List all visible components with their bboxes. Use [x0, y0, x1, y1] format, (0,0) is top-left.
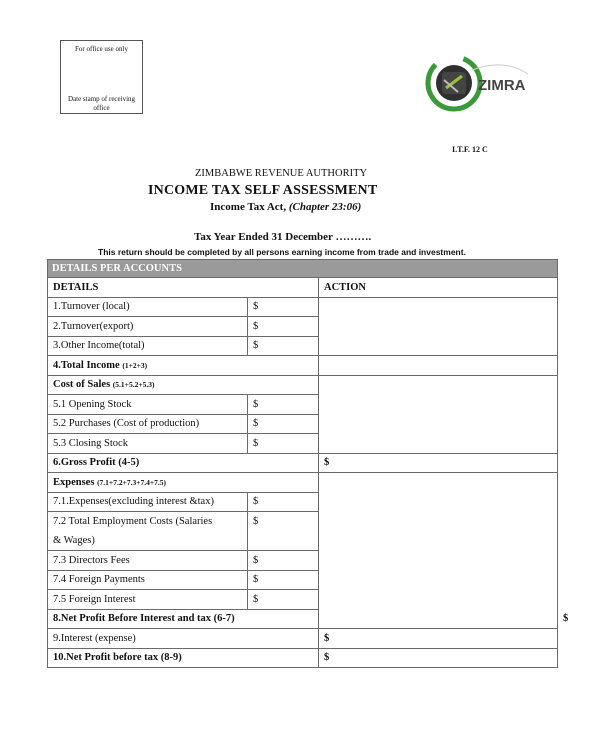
table-banner-row [48, 260, 558, 278]
office-stamp-box [60, 40, 143, 114]
zimra-logo-text: ZIMRA [478, 77, 526, 94]
currency-sign: $ [253, 554, 259, 566]
currency-sign: $ [324, 457, 330, 469]
accounts-table [47, 259, 569, 668]
amount-field[interactable] [248, 317, 319, 337]
action-field[interactable] [319, 375, 558, 453]
currency-sign: $ [253, 574, 259, 586]
act-reference: Income Tax Act, (Chapter 23:06) [210, 201, 362, 213]
form-title: INCOME TAX SELF ASSESSMENT [148, 183, 378, 198]
action-field[interactable] [319, 453, 558, 473]
currency-sign: $ [253, 340, 259, 352]
currency-sign: $ [563, 613, 569, 625]
currency-sign: $ [253, 593, 259, 605]
row-label: 5.2 Purchases (Cost of production) [48, 414, 248, 434]
authority-name: ZIMBABWE REVENUE AUTHORITY [195, 168, 368, 179]
action-field[interactable] [319, 356, 558, 376]
row-label: 3.Other Income(total) [48, 336, 248, 356]
row-label: 5.3 Closing Stock [48, 434, 248, 454]
table-row [48, 648, 558, 668]
table-header-row [48, 278, 558, 298]
instruction-text: This return should be completed by all persons earning income from trade and investment. [98, 247, 466, 257]
currency-sign: $ [253, 320, 259, 332]
row-label: Cost of Sales (5.1+5.2+5.3) [48, 375, 319, 395]
table-row [48, 375, 558, 395]
currency-sign: $ [253, 516, 259, 527]
details-per-accounts-heading: DETAILS PER ACCOUNTS [48, 260, 558, 278]
table-row [48, 473, 558, 493]
row-label: 5.1 Opening Stock [48, 395, 248, 415]
amount-field[interactable] [248, 551, 319, 571]
currency-sign: $ [324, 652, 330, 664]
row-label: 10.Net Profit before tax (8-9) [48, 648, 319, 668]
amount-field[interactable] [248, 512, 319, 551]
amount-field[interactable] [248, 434, 319, 454]
amount-field[interactable] [248, 336, 319, 356]
currency-sign: $ [253, 398, 259, 410]
row-label: 4.Total Income (1+2+3) [48, 356, 319, 376]
currency-sign: $ [253, 437, 259, 449]
row-label: 2.Turnover(export) [48, 317, 248, 337]
action-column-header: ACTION [319, 278, 558, 298]
row-label: Expenses (7.1+7.2+7.3+7.4+7.5) [48, 473, 319, 493]
table-row [48, 356, 558, 376]
amount-field[interactable] [248, 395, 319, 415]
row-label: 6.Gross Profit (4-5) [48, 453, 319, 473]
date-stamp-label: Date stamp of receiving office [67, 95, 136, 112]
amount-field[interactable] [248, 297, 319, 317]
row-label: 1.Turnover (local) [48, 297, 248, 317]
amount-field[interactable] [248, 570, 319, 590]
row-label: 9.Interest (expense) [48, 629, 319, 649]
action-field[interactable] [319, 473, 558, 629]
row-label: 7.3 Directors Fees [48, 551, 248, 571]
currency-sign: $ [324, 632, 330, 644]
action-field[interactable] [319, 629, 558, 649]
row-label: 8.Net Profit Before Interest and tax (6-7) [48, 609, 319, 629]
details-column-header: DETAILS [48, 278, 319, 298]
currency-sign: $ [253, 418, 259, 430]
currency-sign: $ [253, 496, 259, 508]
row-label: 7.5 Foreign Interest [48, 590, 248, 610]
tax-year-line: Tax Year Ended 31 December ………. [194, 231, 372, 243]
office-use-label: For office use only [75, 45, 128, 53]
table-row [48, 297, 558, 317]
table-row [48, 629, 558, 649]
row-label: 7.2 Total Employment Costs (Salaries & Wages) [48, 512, 248, 551]
currency-sign: $ [253, 301, 259, 313]
table-row [48, 453, 558, 473]
zimra-logo [424, 52, 534, 114]
row-label: 7.1.Expenses(excluding interest &tax) [48, 492, 248, 512]
amount-field[interactable] [248, 414, 319, 434]
action-field[interactable] [319, 648, 558, 668]
form-reference: I.T.F. 12 C [452, 145, 488, 154]
amount-field[interactable] [248, 590, 319, 610]
amount-field[interactable] [248, 492, 319, 512]
action-field[interactable] [319, 297, 558, 356]
row-label: 7.4 Foreign Payments [48, 570, 248, 590]
